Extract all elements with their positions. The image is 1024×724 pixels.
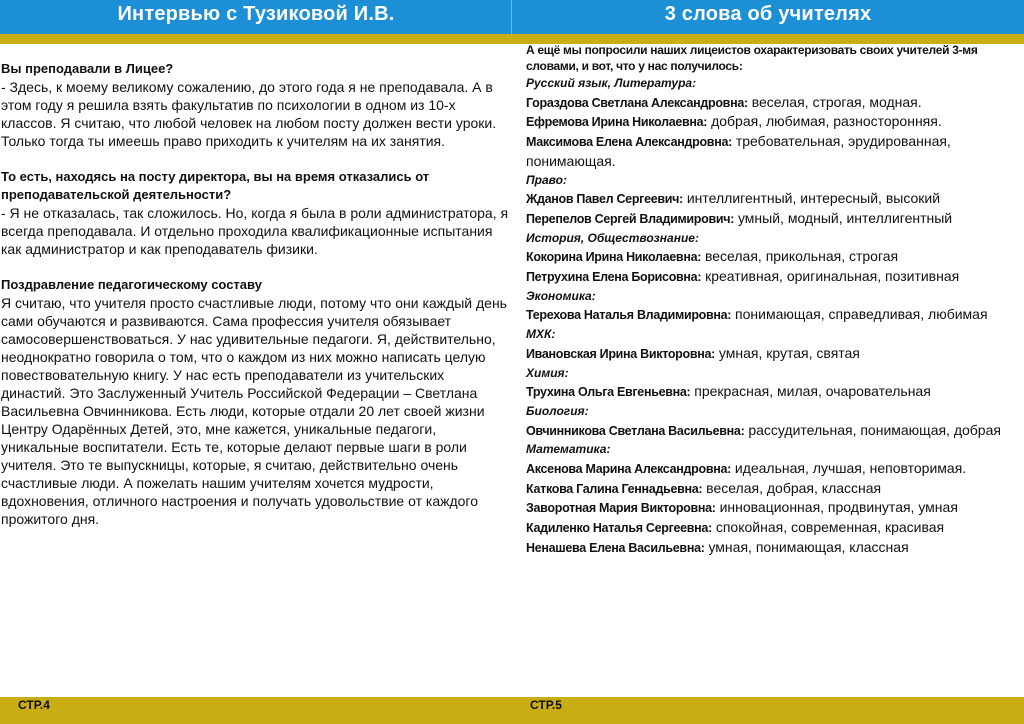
- teacher-name: Овчинникова Светлана Васильевна:: [526, 423, 745, 438]
- teacher-name: Ефремова Ирина Николаевна:: [526, 115, 708, 130]
- interview-section: [1, 276, 509, 528]
- left-page-number: СТР.4: [18, 698, 50, 712]
- teacher-words: умная, крутая, святая: [718, 344, 860, 361]
- interview-question: Поздравление педагогическому составу: [1, 277, 262, 292]
- right-footer-bar: [512, 697, 1024, 724]
- interview-question: Вы преподавали в Лицее?: [1, 61, 174, 76]
- survey-intro: А ещё мы попросили наших лицеистов охарактеризовать своих учителей 3-мя словами, и вот, что у нас получилось:: [526, 43, 978, 73]
- interview-section: [1, 168, 509, 258]
- teacher-entry: [526, 382, 1024, 402]
- left-gold-band: [0, 34, 512, 44]
- teacher-words: спокойная, современная, красивая: [715, 519, 945, 536]
- interview-section: [1, 60, 509, 150]
- right-page-number: СТР.5: [530, 698, 562, 712]
- interview-answer: - Я не отказалась, так сложилось. Но, когда я была в роли администратора, я всегда преподавала. И отдельно проходила квалификационные испытания как администратор и как преподаватель физики.: [1, 205, 509, 257]
- left-footer-bar: [0, 697, 512, 724]
- teacher-name: Максимова Елена Александровна:: [526, 135, 732, 150]
- left-header-bar: [0, 0, 512, 34]
- teacher-words: требовательная, эрудированная, понимающая.: [526, 133, 951, 169]
- teacher-name: Ивановская Ирина Викторовна:: [526, 346, 716, 361]
- left-page-title: Интервью с Тузиковой И.В.: [117, 3, 395, 25]
- interview-question: То есть, находясь на посту директора, вы на время отказались от преподавательской деятельности?: [1, 169, 430, 202]
- teacher-name: Жданов Павел Сергеевич:: [526, 192, 683, 207]
- teacher-name: Петрухина Елена Борисовна:: [526, 270, 702, 285]
- teacher-words: веселая, прикольная, строгая: [704, 248, 899, 265]
- teacher-words: креативная, оригинальная, позитивная: [705, 268, 960, 285]
- teacher-entry: [526, 112, 1024, 132]
- subject-heading: Русский язык, Литература:: [526, 76, 697, 90]
- teacher-words: инновационная, продвинутая, умная: [719, 499, 958, 516]
- teacher-entry: [526, 498, 1024, 518]
- teacher-entry: [526, 267, 1024, 287]
- interview-answer: - Здесь, к моему великому сожалению, до этого года я не преподавала. А в этом году я решила взять факультатив по психологии в одном из 10-х классов. Я считаю, что любой человек на любом посту должен вести уроки. Только тогда ты имеешь право приходить к учителям на их занятия.: [1, 79, 497, 149]
- subject-heading: История, Обществознание:: [526, 230, 699, 245]
- interview-answer: Я считаю, что учителя просто счастливые люди, потому что они каждый день сами обучаются и развиваются. Сама профессия учителя обязывает самосовершенствоваться. У нас удивительные педагоги. Я, действительно, неоднократно говорила о том, что о каждом из них можно написать целую повествовательную книгу. У нас есть преподаватели из учительских династий. Это Заслуженный Учитель Российской Федерации – Светлана Васильевна Овчинникова. Есть люди, которые отдали 20 лет своей жизни Центру Одарённых Детей, это, мне кажется, уникальные педагоги, уникальные воспитатели. Есть те, которые делают первые шаги в роли учителя. Это те выпускницы, которые, я считаю, действительно очень счастливые люди. А пожелать нашим учителям хочется мудрости, вдохновения, отличного настроения и получать удовольствие от каждого прожитого дня.: [1, 295, 507, 527]
- teacher-words: понимающая, справедливая, любимая: [735, 306, 988, 323]
- teacher-words: веселая, строгая, модная.: [751, 93, 922, 110]
- teacher-entry: [526, 189, 1024, 209]
- teacher-words: веселая, добрая, классная: [706, 479, 882, 496]
- teacher-entry: [526, 247, 1024, 267]
- teacher-name: Терехова Наталья Владимировна:: [526, 308, 732, 323]
- teacher-entry: [526, 209, 1024, 229]
- teacher-name: Трухина Ольга Евгеньевна:: [526, 385, 691, 400]
- right-page: [512, 0, 1024, 724]
- teacher-words: умный, модный, интеллигентный: [737, 209, 953, 226]
- right-page-title: 3 слова об учителях: [664, 3, 872, 25]
- teachers-content: [526, 42, 1024, 558]
- interview-content: [1, 60, 509, 528]
- teacher-name: Кокорина Ирина Николаевна:: [526, 250, 702, 265]
- teacher-entry: [526, 479, 1024, 499]
- subject-heading: МХК:: [526, 327, 556, 342]
- teacher-name: Кадиленко Наталья Сергеевна:: [526, 521, 712, 536]
- right-header-bar: [512, 0, 1024, 34]
- teacher-words: интеллигентный, интересный, высокий: [686, 190, 941, 207]
- teacher-name: Гораздова Светлана Александровна:: [526, 95, 748, 110]
- subject-heading: Химия:: [526, 365, 569, 380]
- teacher-entry: [526, 538, 1024, 558]
- teacher-entry: [526, 344, 1024, 364]
- teacher-words: рассудительная, понимающая, добрая: [748, 421, 1001, 438]
- teacher-words: добрая, любимая, разносторонняя.: [711, 113, 942, 130]
- subject-heading: Экономика:: [526, 288, 596, 303]
- teacher-words: идеальная, лучшая, неповторимая.: [734, 460, 967, 477]
- teacher-words: умная, понимающая, классная: [708, 538, 909, 555]
- subject-heading: Право:: [526, 172, 567, 187]
- teacher-entry: [526, 305, 1024, 325]
- teacher-name: Каткова Галина Геннадьевна:: [526, 481, 703, 496]
- teacher-words: прекрасная, милая, очаровательная: [694, 383, 931, 400]
- subject-heading: Математика:: [526, 442, 611, 457]
- teacher-entry: [526, 93, 1024, 113]
- subject-heading: Биология:: [526, 403, 589, 418]
- teacher-entry: [526, 459, 1024, 479]
- teacher-entry: [526, 518, 1024, 538]
- teacher-name: Заворотная Мария Викторовна:: [526, 501, 716, 516]
- teacher-entry: [526, 132, 1024, 170]
- teacher-name: Аксенова Марина Александровна:: [526, 462, 731, 477]
- teacher-name: Перепелов Сергей Владимирович:: [526, 211, 735, 226]
- teacher-entry: [526, 421, 1024, 441]
- teacher-name: Ненашева Елена Васильевна:: [526, 540, 705, 555]
